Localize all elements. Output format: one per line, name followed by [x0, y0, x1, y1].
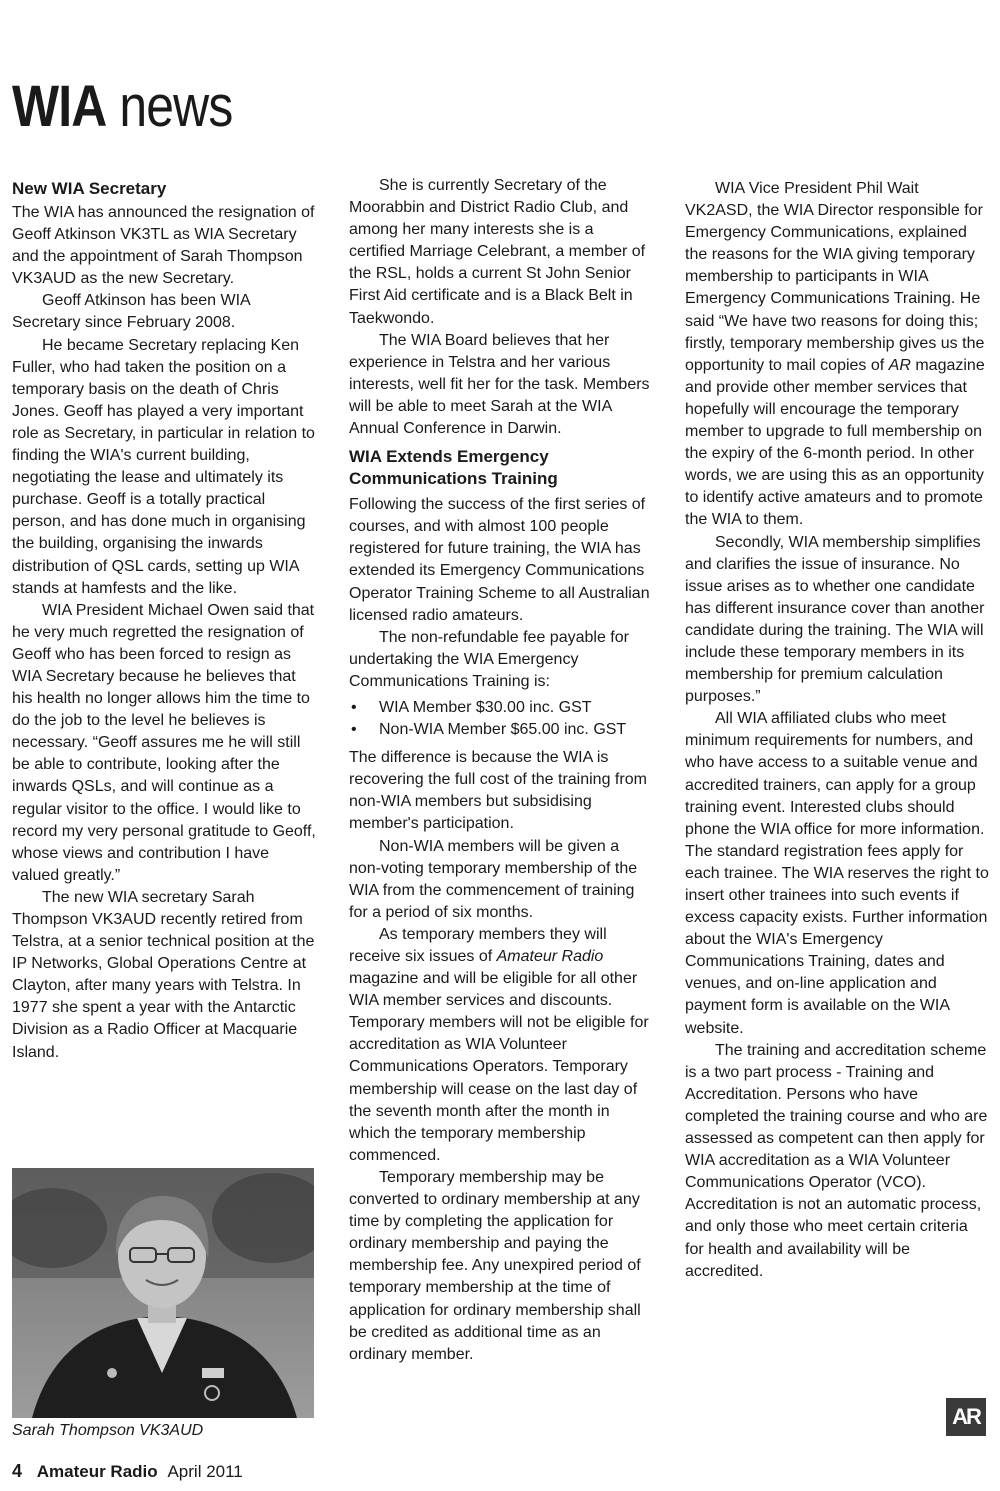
paragraph: The WIA has announced the resignation of Geoff Atkinson VK3TL as WIA Secretary and the appointment of Sarah Thompson VK3AUD as the new Secretary. — [12, 204, 315, 288]
list-item: • Non-WIA Member $65.00 inc. GST — [349, 719, 654, 741]
paragraph-text: magazine and will be eligible for all other WIA member services and discounts. Temporary members will not be eligible for accreditation as WIA Volunteer Communications Operators. Temporary membership will cease on the last day of the seventh month after the month in which the temporary membership commenced. — [349, 970, 649, 1164]
paragraph: Secondly, WIA membership simplifies and clarifies the issue of insurance. No issue arises as to whether one candidate has different insurance cover than another candidate during the training. The WIA will include these temporary members in its membership for premium calculation purposes.” — [685, 533, 985, 706]
paragraph: Temporary membership may be converted to ordinary membership at any time by completing the application for ordinary membership and paying the membership fee. Any unexpired period of temporary membership at the time of application for ordinary membership shall be credited as additional time as an ordinary member. — [349, 1168, 641, 1363]
portrait-photo — [12, 1168, 314, 1418]
paragraph: The non-refundable fee payable for undertaking the WIA Emergency Communications Training is: — [349, 628, 629, 690]
column-2 — [349, 175, 654, 1366]
paragraph — [685, 178, 990, 532]
page-masthead — [12, 74, 233, 139]
paragraph: The difference is because the WIA is recovering the full cost of the training from non-WIA members but subsidising member's participation. — [349, 749, 647, 833]
paragraph: WIA President Michael Owen said that he very much regretted the resignation of Geoff who has been forced to resign as WIA Secretary because he believes that his health no longer allows him the time to do the job to the level he believes is necessary. “Geoff assures me he will still be able to contribute, looking after the inwards QSLs, and will continue as a regular visitor to the office. I would like to record my very personal gratitude to Geoff, whose views and contribution I have valued greatly.” — [12, 601, 316, 884]
column-3 — [685, 178, 990, 1283]
masthead-bold: WIA — [12, 74, 107, 139]
paragraph: The WIA Board believes that her experience in Telstra and her various interests, well fit her for the task. Members will be able to meet Sarah at the WIA Annual Conference in Darwin. — [349, 331, 650, 438]
article-heading-emergency-training: WIA Extends Emergency Communications Training — [349, 447, 558, 489]
column-1 — [12, 178, 317, 1064]
end-mark: AR — [946, 1398, 986, 1436]
magazine-name: Amateur Radio — [36, 1462, 158, 1481]
magazine-title: Amateur Radio — [496, 948, 604, 965]
photo-caption: Sarah Thompson VK3AUD — [12, 1422, 204, 1439]
issue-date: April 2011 — [167, 1462, 243, 1481]
paragraph: The new WIA secretary Sarah Thompson VK3AUD recently retired from Telstra, at a senior technical position at the IP Networks, Global Operations Centre at Clayton, after many years with Telstra. In 1977 she spent a year with the Antarctic Division as a Radio Officer at Macquarie Island. — [12, 888, 315, 1061]
page-footer — [12, 1461, 243, 1482]
list-item: • WIA Member $30.00 inc. GST — [349, 697, 654, 719]
magazine-title: AR — [888, 356, 911, 374]
masthead-light: news — [119, 74, 233, 139]
paragraph-text: As temporary members they will receive six issues of — [349, 925, 607, 965]
paragraph — [349, 924, 654, 1167]
paragraph: Geoff Atkinson has been WIA Secretary since February 2008. — [12, 292, 250, 332]
paragraph: Non-WIA members will be given a non-voting temporary membership of the WIA from the commencement of training for a period of six months. — [349, 837, 638, 921]
page-number: 4 — [12, 1461, 23, 1481]
paragraph-text: WIA Vice President Phil Wait VK2ASD, the WIA Director responsible for Emergency Communications, explained the reasons for the WIA giving temporary membership to participants in WIA Emergency Communications Training. He said “We have two reasons for doing this; firstly, temporary membership gives us the opportunity to mail copies of — [685, 180, 985, 374]
paragraph: She is currently Secretary of the Moorabbin and District Radio Club, and among her many interests she is a certified Marriage Celebrant, a member of the RSL, holds a current St John Senior First Aid certificate and is a Black Belt in Taekwondo. — [349, 177, 646, 327]
paragraph-text: magazine and provide other member services that hopefully will encourage the temporary member to upgrade to full membership on the expiry of the 6-month period. In other words, we are using this as an opportunity to identify active amateurs and to promote the WIA to them. — [685, 356, 985, 529]
article-heading-new-secretary: New WIA Secretary — [12, 179, 167, 198]
portrait-photo-icon — [12, 1168, 314, 1418]
paragraph: The training and accreditation scheme is a two part process - Training and Accreditation. Persons who have completed the training course and who are assessed as competent can then apply for WIA accreditation as a WIA Volunteer Communications Operator (VCO). Accreditation is not an automatic process, and only those who meet certain criteria for health and availability will be accredited. — [685, 1041, 988, 1280]
fee-list — [349, 697, 654, 741]
paragraph: Following the success of the first series of courses, and with almost 100 people registered for future training, the WIA has extended its Emergency Communications Operator Training Scheme to all Australian licensed radio amateurs. — [349, 496, 650, 624]
paragraph: He became Secretary replacing Ken Fuller, who had taken the position on a temporary basis on the death of Chris Jones. Geoff has played a very important role as Secretary, in particular in relation to finding the WIA's current building, negotiating the lease and ultimately its purchase. Geoff is a totally practical person, and has done much in organising the building, organising the inwards distribution of QSL cards, setting up WIA stands at hamfests and the like. — [12, 336, 315, 597]
paragraph: All WIA affiliated clubs who meet minimum requirements for numbers, and who have access to a suitable venue and accredited trainers, can apply for a group training event. Interested clubs should phone the WIA office for more information. The standard registration fees apply for each trainee. The WIA reserves the right to insert other trainees into such events if excess capacity exists. Further information about the WIA's Emergency Communications Training, dates and venues, and on-line application and payment form is available on the WIA website. — [685, 710, 989, 1037]
